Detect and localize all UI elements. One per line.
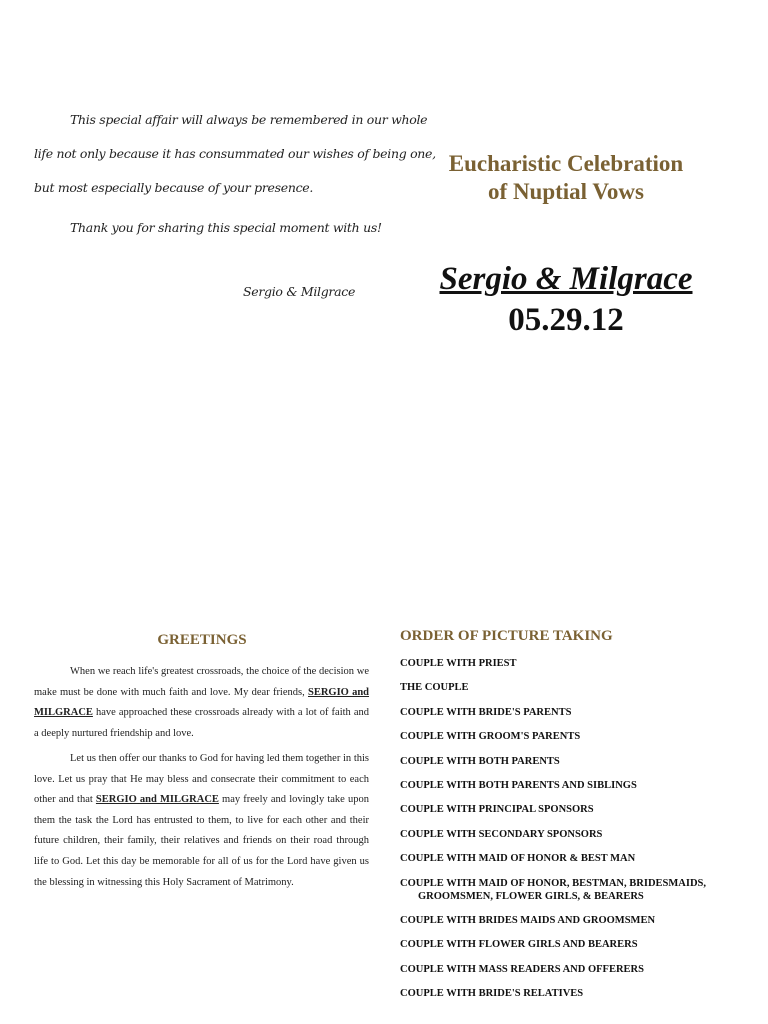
greetings-p2-text-b: may freely and lovingly take upon them the task the Lord has entrusted to them, to live for each other and their future children, their family, their relatives and friends on their road through life to God. Let this day be memorable for all of us for the Lord have given us the blessing in witnessing this Holy Sacrament of Matrimony.	[34, 794, 369, 888]
greetings-p2-text-a: Let us then offer our thanks to God for having led them together in this love. Let us pray that He may bless and consecrate their commitment to each other and that	[34, 753, 369, 806]
list-item: COUPLE WITH BRIDE'S PARENTS	[400, 706, 572, 718]
list-item: COUPLE WITH BOTH PARENTS AND SIBLINGS	[400, 779, 637, 791]
list-item: COUPLE WITH GROOM'S PARENTS	[400, 731, 581, 743]
picture-order-list	[400, 657, 730, 1011]
picture-order-heading: ORDER OF PICTURE TAKING	[400, 628, 613, 644]
greetings-p1-text-a: When we reach life's greatest crossroads, the choice of the decision we make must be done with much faith and love. My dear friends,	[34, 666, 369, 698]
list-item: COUPLE WITH MASS READERS AND OFFERERS	[400, 963, 644, 975]
greetings-heading: GREETINGS	[157, 632, 247, 648]
list-item: COUPLE WITH MAID OF HONOR, BESTMAN, BRIDESMAIDS, GROOMSMEN, FLOWER GIRLS, & BEARERS	[400, 877, 706, 902]
event-title-line-1: Eucharistic Celebration	[448, 151, 684, 176]
list-item: COUPLE WITH SECONDARY SPONSORS	[400, 828, 603, 840]
greetings-p1-text-b: have approached these crossroads already with a lot of faith and a deeply nurtured friendship and love.	[34, 707, 369, 739]
list-item: COUPLE WITH PRINCIPAL SPONSORS	[400, 804, 594, 816]
list-item: COUPLE WITH BRIDES MAIDS AND GROOMSMEN	[400, 914, 656, 926]
event-title	[400, 150, 732, 206]
thanks-line-1: This special affair will always be remembered in our whole	[70, 112, 428, 127]
greetings-p2-couple-name: SERGIO and MILGRACE	[95, 794, 219, 806]
list-item: COUPLE WITH BOTH PARENTS	[400, 755, 560, 767]
thanks-line-3: but most especially because of your presence.	[34, 180, 314, 195]
greetings-paragraph-1	[34, 662, 369, 744]
thanks-signature: Sergio & Milgrace	[243, 284, 356, 299]
thanks-line-4: Thank you for sharing this special moment with us!	[70, 220, 382, 235]
list-item: COUPLE WITH FLOWER GIRLS AND BEARERS	[400, 939, 638, 951]
list-item: THE COUPLE	[400, 682, 469, 694]
list-item: COUPLE WITH MAID OF HONOR & BEST MAN	[400, 853, 636, 865]
greetings-paragraph-2	[34, 749, 369, 893]
couple-names: Sergio & Milgrace	[439, 261, 693, 297]
list-item: COUPLE WITH BRIDE'S RELATIVES	[400, 988, 584, 1000]
event-title-line-2: of Nuptial Vows	[488, 179, 644, 204]
greetings-p1-couple-name: SERGIO and MILGRACE	[34, 686, 370, 719]
wedding-date: 05.29.12	[508, 302, 624, 338]
list-item: COUPLE WITH PRIEST	[400, 658, 517, 669]
thanks-line-2: life not only because it has consummated our wishes of being one,	[34, 146, 436, 161]
